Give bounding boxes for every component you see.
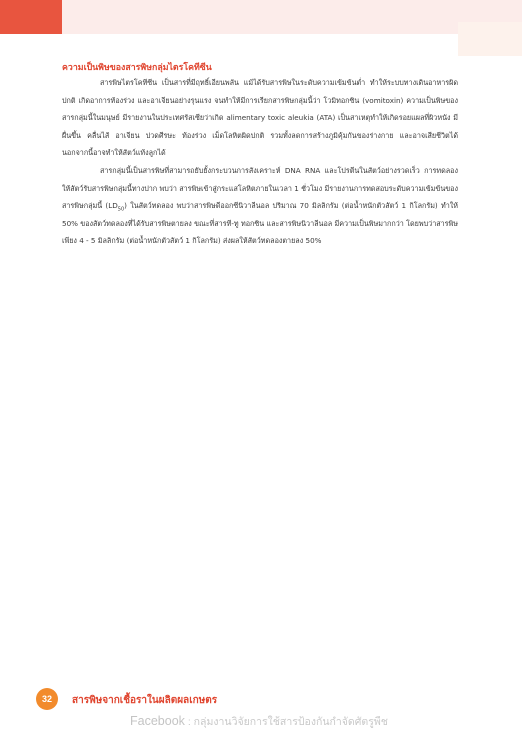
body-text — [62, 74, 458, 250]
page-number-badge: 32 — [36, 688, 58, 710]
paragraph-2 — [62, 162, 458, 250]
facebook-page-name: : กลุ่มงานวิจัยการใช้สารป้องกันกำจัดศัตรูพืช — [184, 716, 388, 728]
footer-book-title: สารพิษจากเชื้อราในผลิตผลเกษตร — [72, 695, 218, 706]
paragraph-2-part-a: สารกลุ่มนี้เป็นสารพิษที่สามารถยับยั้งกระบวนการสังเคราะห์ DNA RNA และโปรตีนในสัตว์อย่างรวดเร็ว การทดลองให้สัตว์รับสารพิษกลุ่มนี้ทางปาก พบว่า สารพิษเข้าสู่กระแสโลหิตภายในเวลา 1 ชั่วโมง มีรายงานการทดสอบระดับความเข้มข้นของสารพิษกลุ่มนี้ (LD — [62, 165, 458, 211]
facebook-label: Facebook — [130, 714, 185, 728]
section-heading: ความเป็นพิษของสารพิษกลุ่มไตรโคทีซีน — [62, 63, 212, 73]
ld50-subscript: 50 — [117, 206, 125, 213]
header-accent-bar — [0, 0, 62, 34]
paragraph-2-part-b: ) ในสัตว์ทดลอง พบว่าสารพิษดีออกซีนิวาลีนอล ปริมาณ 70 มิลลิกรัม (ต่อน้ำหนักตัวสัตว์ 1 กิโลกรัม) ทำให้ 50% ของสัตว์ทดลองที่ได้รับสารพิษตายลง ขณะที่สารที-ทู ทอกซิน และสารพิษนิวาลีนอล มีความเป็นพิษมากกว่า โดยพบว่าสารพิษเพียง 4 - 5 มิลลิกรัม (ต่อน้ำหนักตัวสัตว์ 1 กิโลกรัม) ส่งผลให้สัตว์ทดลองตายลง 50% — [62, 201, 458, 246]
header-corner-tab — [458, 22, 522, 56]
header-band — [0, 0, 522, 34]
paragraph-1: สารพิษไตรโคทีซีน เป็นสารที่มีฤทธิ์เอียนพลัน แม้ได้รับสารพิษในระดับความเข้มข้นต่ำ ทำให้ระบบทางเดินอาหารผิดปกติ เกิดอาการท้องร่วง และอาเจียนอย่างรุนแรง จนทำให้มีการเรียกสารพิษกลุ่มนี้ว่า โวมิทอกซิน (vomitoxin) ความเป็นพิษของสารกลุ่มนี้ในมนุษย์ มีรายงานในประเทศรัสเซียว่าเกิด alimentary toxic aleukia (ATA) เป็นสาเหตุทำให้เกิดรอยแผลที่ผิวหนัง มีผื่นขึ้น คลื่นไส้ อาเจียน ปวดศีรษะ ท้องร่วง เม็ดโลหิตผิดปกติ รวมทั้งลดการสร้างภูมิคุ้มกันของร่างกาย และอาจเสียชีวิตได้ นอกจากนี้อาจทำให้สัตว์แท้งลูกได้ — [62, 78, 458, 158]
facebook-watermark — [130, 713, 388, 730]
